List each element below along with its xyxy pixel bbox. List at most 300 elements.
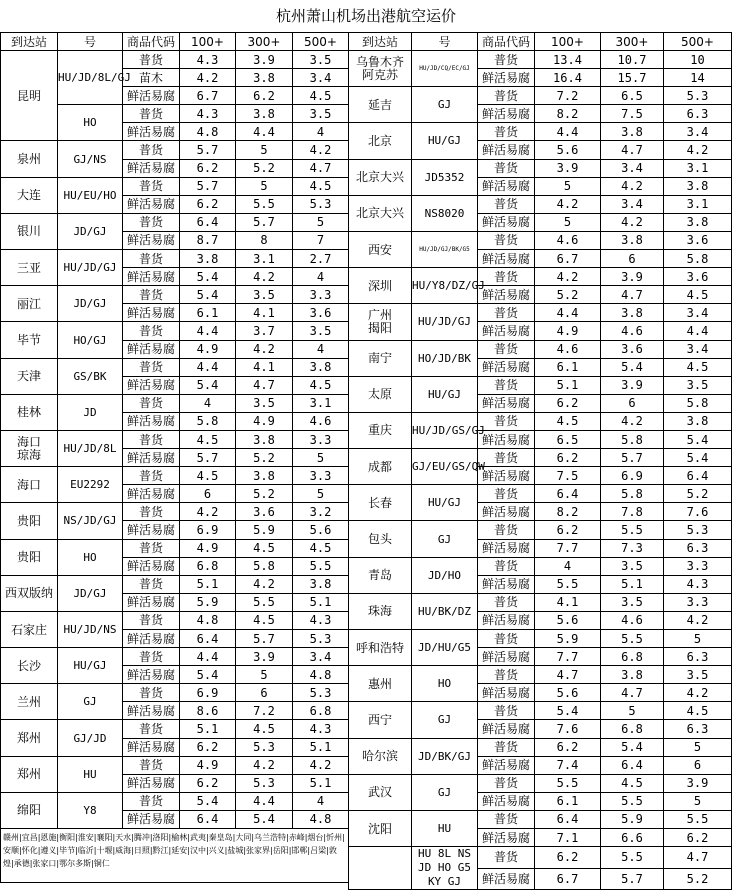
product-code: 普货 (478, 666, 535, 684)
product-code: 鲜活易腐 (123, 810, 180, 828)
price-500: 3.5 (293, 322, 349, 340)
price-500: 4.7 (293, 159, 349, 177)
price-500: 4.5 (664, 358, 732, 376)
price-500: 5.5 (664, 810, 732, 828)
price-100: 5.1 (535, 376, 601, 394)
product-code: 鲜活易腐 (123, 521, 180, 539)
price-100: 5.5 (535, 575, 601, 593)
product-code: 鲜活易腐 (123, 738, 180, 756)
flight-code: JD/HO (412, 557, 478, 593)
table-row (1, 286, 349, 304)
product-code: 普货 (123, 322, 180, 340)
product-code: 普货 (123, 503, 180, 521)
price-100: 6.9 (180, 521, 236, 539)
table-row (1, 213, 349, 231)
price-300: 15.7 (601, 69, 664, 87)
price-100: 5.9 (180, 593, 236, 611)
price-300: 4.2 (601, 177, 664, 195)
price-100: 5.1 (180, 575, 236, 593)
price-100: 6.2 (180, 774, 236, 792)
price-500: 5.3 (293, 630, 349, 648)
price-500: 5 (293, 213, 349, 231)
flight-code: HU/EU/HO (58, 177, 123, 213)
price-500: 10 (664, 51, 732, 69)
price-300: 5.5 (601, 847, 664, 869)
product-code: 普货 (478, 593, 535, 611)
price-300: 3.8 (601, 666, 664, 684)
price-100: 4.2 (535, 268, 601, 286)
price-300: 5.9 (601, 810, 664, 828)
price-500: 4.4 (664, 322, 732, 340)
product-code: 鲜活易腐 (478, 756, 535, 774)
price-300: 4.4 (236, 123, 293, 141)
product-code: 普货 (478, 412, 535, 430)
price-100: 5.6 (535, 684, 601, 702)
price-300: 5 (236, 666, 293, 684)
header-product: 商品代码 (478, 33, 535, 51)
table-row (349, 593, 732, 611)
price-300: 3.6 (236, 503, 293, 521)
price-300: 5.7 (236, 213, 293, 231)
table-row (349, 195, 732, 213)
price-500: 5.3 (293, 684, 349, 702)
price-300: 6.8 (601, 648, 664, 666)
table-row (349, 449, 732, 467)
price-500: 3.3 (293, 430, 349, 448)
header-300: 300+ (236, 33, 293, 51)
price-100: 6.2 (535, 847, 601, 869)
price-100: 4.3 (180, 105, 236, 123)
product-code: 普货 (123, 430, 180, 448)
product-code: 鲜活易腐 (478, 105, 535, 123)
table-row (349, 630, 732, 648)
price-100: 6.7 (180, 87, 236, 105)
price-100: 5.6 (535, 141, 601, 159)
price-100: 3.9 (535, 159, 601, 177)
price-300: 4.7 (601, 684, 664, 702)
product-code: 普货 (478, 774, 535, 792)
price-100: 6.7 (535, 250, 601, 268)
price-500: 5.1 (293, 738, 349, 756)
product-code: 苗木 (123, 69, 180, 87)
product-code: 鲜活易腐 (478, 575, 535, 593)
table-row (349, 738, 732, 756)
price-300: 5.7 (236, 630, 293, 648)
table-row (1, 51, 349, 69)
price-300: 5.8 (601, 430, 664, 448)
product-code: 普货 (123, 213, 180, 231)
flight-code: HU/JD/NS (58, 611, 123, 647)
flight-code: GJ (412, 521, 478, 557)
price-500: 3.3 (664, 557, 732, 575)
price-500: 4.3 (293, 720, 349, 738)
table-row (1, 467, 349, 485)
price-100: 4.8 (180, 611, 236, 629)
price-100: 5.7 (180, 177, 236, 195)
product-code: 普货 (123, 611, 180, 629)
product-code: 鲜活易腐 (478, 829, 535, 847)
price-100: 6.5 (535, 430, 601, 448)
price-500: 3.8 (293, 358, 349, 376)
product-code: 普货 (478, 376, 535, 394)
flight-code: GJ (412, 87, 478, 123)
price-300: 3.8 (601, 304, 664, 322)
price-100: 5.5 (535, 774, 601, 792)
price-300: 5.5 (236, 195, 293, 213)
price-300: 4.1 (236, 304, 293, 322)
price-100: 5.1 (180, 720, 236, 738)
product-code: 鲜活易腐 (478, 322, 535, 340)
product-code: 鲜活易腐 (123, 557, 180, 575)
product-code: 鲜活易腐 (478, 286, 535, 304)
flight-code: HU/GJ (412, 123, 478, 159)
table-row (1, 394, 349, 412)
price-300: 6.5 (601, 87, 664, 105)
product-code: 普货 (123, 792, 180, 810)
table-row (1, 430, 349, 448)
table-row (1, 539, 349, 557)
station-name: 北京 (349, 123, 412, 159)
price-300: 6 (601, 250, 664, 268)
product-code: 鲜活易腐 (123, 412, 180, 430)
price-100: 6.2 (535, 521, 601, 539)
price-300: 6.6 (601, 829, 664, 847)
header-300: 300+ (601, 33, 664, 51)
flight-code: GJ/JD (58, 720, 123, 756)
header-500: 500+ (664, 33, 732, 51)
price-100: 4.7 (535, 666, 601, 684)
station-name: 昆明 (1, 51, 58, 141)
station-name: 天津 (1, 358, 58, 394)
product-code: 普货 (478, 268, 535, 286)
station-name: 北京大兴 (349, 159, 412, 195)
flight-code: HU/GJ (412, 376, 478, 412)
price-500: 4.2 (664, 611, 732, 629)
station-name: 青岛 (349, 557, 412, 593)
table-row (1, 141, 349, 159)
price-100: 6.2 (180, 159, 236, 177)
price-500: 6 (664, 756, 732, 774)
price-500: 3.8 (293, 575, 349, 593)
flight-code: NS8020 (412, 195, 478, 231)
price-100: 8.7 (180, 231, 236, 249)
price-300: 3.5 (601, 557, 664, 575)
flight-code: HO (58, 539, 123, 575)
station-name: 海口 (1, 467, 58, 503)
price-300: 7.5 (601, 105, 664, 123)
table-row (349, 557, 732, 575)
station-name: 西安 (349, 231, 412, 267)
price-100: 4.5 (180, 430, 236, 448)
flight-code: HO (412, 666, 478, 702)
product-code: 普货 (478, 847, 535, 869)
price-500: 4.5 (293, 177, 349, 195)
price-100: 5.4 (535, 702, 601, 720)
product-code: 鲜活易腐 (478, 69, 535, 87)
table-row (349, 268, 732, 286)
price-500: 5.2 (664, 868, 732, 890)
station-name: 泉州 (1, 141, 58, 177)
price-100: 3.8 (180, 250, 236, 268)
price-500: 5 (293, 485, 349, 503)
station-name: 郑州 (1, 720, 58, 756)
product-code: 鲜活易腐 (123, 304, 180, 322)
product-code: 鲜活易腐 (123, 87, 180, 105)
price-500: 3.8 (664, 412, 732, 430)
price-100: 4.4 (535, 123, 601, 141)
price-500: 4 (293, 268, 349, 286)
price-100: 4.1 (535, 593, 601, 611)
price-500: 3.9 (664, 774, 732, 792)
price-500: 3.6 (664, 268, 732, 286)
product-code: 普货 (478, 738, 535, 756)
product-code: 普货 (478, 630, 535, 648)
table-row (349, 412, 732, 430)
station-name: 南宁 (349, 340, 412, 376)
flight-code: HU 8L NS JD HO G5 KY GJ (412, 847, 478, 890)
price-100: 4.4 (180, 322, 236, 340)
product-code: 普货 (478, 159, 535, 177)
price-500: 3.4 (664, 304, 732, 322)
product-code: 普货 (123, 358, 180, 376)
price-100: 4.2 (180, 503, 236, 521)
price-300: 3.9 (601, 268, 664, 286)
price-100: 6.4 (180, 630, 236, 648)
header-100: 100+ (180, 33, 236, 51)
price-300: 3.8 (236, 430, 293, 448)
product-code: 鲜活易腐 (478, 503, 535, 521)
product-code: 普货 (478, 51, 535, 69)
table-row (349, 51, 732, 69)
price-300: 6.2 (236, 87, 293, 105)
table-row (1, 177, 349, 195)
price-100: 6.7 (535, 868, 601, 890)
price-100: 6.4 (180, 810, 236, 828)
price-500: 3.1 (664, 159, 732, 177)
price-300: 5.5 (601, 630, 664, 648)
price-100: 6.4 (180, 213, 236, 231)
product-code: 普货 (123, 720, 180, 738)
flight-code: GS/BK (58, 358, 123, 394)
table-row (349, 123, 732, 141)
price-300: 4.5 (236, 720, 293, 738)
header-flight: 号 (58, 33, 123, 51)
price-300: 3.7 (236, 322, 293, 340)
station-name: 长沙 (1, 648, 58, 684)
table-row (349, 702, 732, 720)
price-300: 4.2 (236, 575, 293, 593)
product-code: 鲜活易腐 (123, 593, 180, 611)
price-300: 5.4 (236, 810, 293, 828)
price-500: 3.5 (664, 376, 732, 394)
price-100: 6 (180, 485, 236, 503)
product-code: 普货 (478, 449, 535, 467)
price-500: 3.3 (664, 593, 732, 611)
price-500: 6.3 (664, 648, 732, 666)
product-code: 普货 (123, 467, 180, 485)
price-100: 4.2 (180, 69, 236, 87)
price-300: 4.7 (601, 141, 664, 159)
price-500: 3.3 (293, 286, 349, 304)
price-500: 3.4 (293, 69, 349, 87)
price-100: 5.4 (180, 666, 236, 684)
price-300: 3.4 (601, 195, 664, 213)
price-100: 6.9 (180, 684, 236, 702)
product-code: 普货 (478, 195, 535, 213)
flight-code: Y8 (58, 792, 123, 828)
table-row (349, 231, 732, 249)
header-flight: 号 (412, 33, 478, 51)
station-name: 桂林 (1, 394, 58, 430)
price-300: 5.4 (601, 738, 664, 756)
flight-code: JD (58, 394, 123, 430)
station-name: 长春 (349, 485, 412, 521)
station-name: 石家庄 (1, 611, 58, 647)
table-row (349, 810, 732, 828)
price-100: 4.9 (180, 539, 236, 557)
table-row (1, 792, 349, 810)
table-row (1, 358, 349, 376)
table-row (349, 774, 732, 792)
price-500: 3.4 (293, 648, 349, 666)
table-row (1, 611, 349, 629)
product-code: 鲜活易腐 (478, 868, 535, 890)
price-300: 3.5 (236, 394, 293, 412)
product-code: 普货 (123, 141, 180, 159)
product-code: 鲜活易腐 (123, 268, 180, 286)
table-row (349, 485, 732, 503)
station-name: 太原 (349, 376, 412, 412)
price-300: 4.5 (236, 611, 293, 629)
price-100: 8.6 (180, 702, 236, 720)
flight-code: HU/JD/GJ (58, 250, 123, 286)
price-300: 4.2 (601, 412, 664, 430)
price-300: 3.5 (236, 286, 293, 304)
price-500: 3.8 (664, 177, 732, 195)
station-name: 银川 (1, 213, 58, 249)
price-300: 5.3 (236, 738, 293, 756)
station-name: 三亚 (1, 250, 58, 286)
station-name: 广州 揭阳 (349, 304, 412, 340)
product-code: 鲜活易腐 (123, 485, 180, 503)
table-row (1, 250, 349, 268)
product-code: 鲜活易腐 (478, 358, 535, 376)
product-code: 普货 (478, 340, 535, 358)
price-500: 5.3 (664, 521, 732, 539)
product-code: 普货 (478, 87, 535, 105)
product-code: 普货 (123, 250, 180, 268)
price-300: 4.1 (236, 358, 293, 376)
product-code: 鲜活易腐 (478, 141, 535, 159)
price-300: 6.9 (601, 467, 664, 485)
note-row (1, 829, 349, 883)
price-100: 4 (180, 394, 236, 412)
product-code: 鲜活易腐 (478, 467, 535, 485)
price-500: 14 (664, 69, 732, 87)
price-100: 4.6 (535, 340, 601, 358)
product-code: 鲜活易腐 (123, 630, 180, 648)
flight-code: HO/GJ (58, 322, 123, 358)
station-name: 大连 (1, 177, 58, 213)
price-100: 5.6 (535, 611, 601, 629)
right-rate-table (348, 32, 732, 890)
product-code: 普货 (478, 231, 535, 249)
price-300: 5.1 (601, 575, 664, 593)
price-300: 6.8 (601, 720, 664, 738)
price-100: 6.8 (180, 557, 236, 575)
table-row (349, 304, 732, 322)
price-300: 4.5 (601, 774, 664, 792)
flight-code: HO/JD/BK (412, 340, 478, 376)
station-name: 深圳 (349, 268, 412, 304)
station-name: 乌鲁木齐 阿克苏 (349, 51, 412, 87)
price-500: 4.5 (293, 376, 349, 394)
price-100: 6.4 (535, 810, 601, 828)
price-100: 6.1 (535, 358, 601, 376)
table-row (349, 159, 732, 177)
price-300: 5 (236, 141, 293, 159)
price-300: 3.8 (236, 467, 293, 485)
table-row (1, 756, 349, 774)
price-500: 4.2 (664, 141, 732, 159)
price-500: 4 (293, 123, 349, 141)
price-100: 4.8 (180, 123, 236, 141)
station-name: 西宁 (349, 702, 412, 738)
price-500: 5 (293, 449, 349, 467)
price-300: 4.5 (236, 539, 293, 557)
price-500: 4.8 (293, 666, 349, 684)
price-500: 4.3 (293, 611, 349, 629)
price-300: 5.4 (601, 358, 664, 376)
table-row (349, 87, 732, 105)
price-300: 5.2 (236, 159, 293, 177)
price-300: 5.7 (601, 449, 664, 467)
product-code: 普货 (478, 557, 535, 575)
flight-code: HU/JD/CQ/EC/GJ (412, 51, 478, 87)
price-300: 5.9 (236, 521, 293, 539)
price-100: 4.9 (535, 322, 601, 340)
flight-code: JD/GJ (58, 213, 123, 249)
product-code: 普货 (123, 394, 180, 412)
price-100: 13.4 (535, 51, 601, 69)
price-300: 3.4 (601, 159, 664, 177)
product-code: 鲜活易腐 (478, 611, 535, 629)
price-300: 4.7 (601, 286, 664, 304)
price-500: 3.4 (664, 123, 732, 141)
price-500: 5.6 (293, 521, 349, 539)
product-code: 鲜活易腐 (478, 648, 535, 666)
price-100: 5.9 (535, 630, 601, 648)
price-300: 4.9 (236, 412, 293, 430)
price-300: 3.6 (601, 340, 664, 358)
price-300: 5.8 (236, 557, 293, 575)
price-100: 6.2 (535, 738, 601, 756)
header-row (1, 33, 349, 51)
price-100: 6.2 (535, 394, 601, 412)
price-300: 4.2 (236, 756, 293, 774)
price-300: 3.5 (601, 593, 664, 611)
price-100: 4.4 (535, 304, 601, 322)
price-300: 5.7 (601, 868, 664, 890)
product-code: 鲜活易腐 (478, 394, 535, 412)
price-500: 5.1 (293, 774, 349, 792)
price-100: 5.4 (180, 286, 236, 304)
price-500: 5.3 (293, 195, 349, 213)
price-100: 7.2 (535, 87, 601, 105)
price-500: 5.8 (664, 394, 732, 412)
flight-code: JD/BK/GJ (412, 738, 478, 774)
product-code: 鲜活易腐 (478, 539, 535, 557)
